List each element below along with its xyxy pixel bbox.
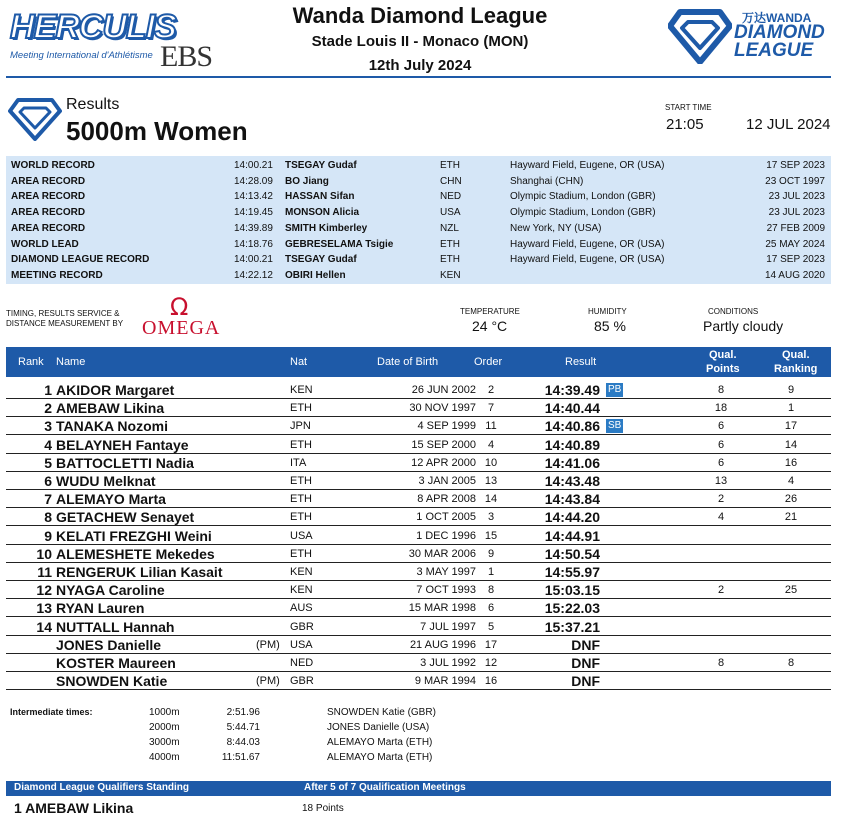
athlete-nation: GBR	[290, 675, 314, 688]
split-time: 11:51.67	[221, 752, 260, 763]
meeting-title-block	[250, 2, 590, 78]
humidity-value: 85 %	[594, 318, 626, 334]
qual-ranking: 21	[784, 511, 798, 524]
athlete-order: 11	[485, 420, 497, 433]
qual-ranking: 14	[784, 438, 798, 451]
table-row	[6, 654, 831, 672]
athlete-order: 14	[484, 493, 498, 506]
split-time: 8:44.03	[226, 737, 260, 748]
athlete-name: NUTTALL Hannah	[56, 618, 175, 635]
athlete-rank: 11	[37, 564, 52, 580]
athlete-result: 14:44.20	[544, 509, 600, 526]
athlete-name: AMEBAW Likina	[56, 400, 165, 417]
timing-credit-line2: DISTANCE MEASUREMENT BY	[6, 319, 124, 328]
record-time: 14:19.45	[234, 207, 273, 219]
split-leader: ALEMAYO Marta (ETH)	[327, 737, 433, 748]
record-date: 25 MAY 2024	[765, 238, 825, 250]
athlete-nation: JPN	[290, 420, 311, 433]
record-nation: ETH	[440, 254, 460, 266]
col-qual-points-header-1: Qual.	[709, 349, 737, 361]
athlete-dob: 7 JUL 1997	[420, 620, 476, 633]
record-holder: OBIRI Hellen	[285, 269, 346, 281]
qual-points: 8	[717, 384, 725, 396]
table-row	[6, 599, 831, 617]
table-row	[6, 563, 831, 581]
athlete-nation: ETH	[290, 475, 312, 487]
athlete-name: RYAN Lauren	[56, 600, 145, 617]
table-row	[6, 672, 831, 690]
col-rank-header: Rank	[18, 356, 44, 368]
col-order-header: Order	[474, 356, 503, 368]
qual-ranking: 9	[787, 384, 795, 396]
split-leader: JONES Danielle (USA)	[327, 722, 430, 733]
athlete-nation: ETH	[290, 402, 312, 415]
athlete-name: GETACHEW Senayet	[56, 509, 195, 526]
record-row	[6, 174, 831, 190]
table-row	[6, 581, 831, 599]
athlete-name: KELATI FREZGHI Weini	[56, 527, 212, 544]
wanda-logo-text: 万达WANDA	[742, 11, 812, 25]
qual-points: 13	[714, 475, 728, 487]
record-nation: NZL	[440, 222, 459, 234]
athlete-dob: 12 APR 2000	[411, 456, 476, 469]
athlete-nation: AUS	[290, 602, 313, 615]
athlete-result: 14:55.97	[544, 564, 600, 580]
athlete-order: 4	[487, 438, 495, 451]
athlete-rank: 14	[36, 618, 52, 635]
athlete-result: 15:03.15	[544, 582, 600, 599]
qual-ranking: 4	[787, 475, 795, 487]
record-type: WORLD RECORD	[11, 160, 95, 171]
table-row	[6, 636, 831, 654]
athlete-nation: ITA	[290, 456, 307, 469]
athlete-order: 8	[487, 584, 495, 597]
qual-points: 6	[717, 420, 725, 433]
page-header	[0, 0, 843, 78]
record-time: 14:18.76	[234, 238, 273, 250]
diamond-icon	[668, 8, 732, 64]
col-dob-header: Date of Birth	[377, 356, 439, 368]
athlete-rank: 12	[36, 582, 52, 599]
table-row	[6, 527, 831, 545]
qual-ranking: 17	[784, 420, 798, 433]
col-qual-points-header-2: Points	[706, 363, 740, 375]
split-time: 2:51.96	[226, 707, 260, 718]
athlete-result: 14:39.49	[544, 382, 600, 398]
record-nation: NED	[440, 191, 462, 203]
athlete-name: BELAYNEH Fantaye	[56, 436, 189, 453]
record-holder: TSEGAY Gudaf	[285, 160, 357, 171]
athlete-nation: GBR	[290, 620, 314, 633]
split-leader: SNOWDEN Katie (GBR)	[327, 707, 436, 718]
athlete-dob: 26 JUN 2002	[411, 384, 476, 396]
split-leader: ALEMAYO Marta (ETH)	[327, 752, 433, 763]
athlete-nation: ETH	[290, 493, 312, 506]
diamond-league-line1: DIAMOND	[734, 22, 825, 43]
meeting-title: Wanda Diamond League	[292, 3, 548, 28]
athlete-order: 2	[487, 384, 495, 396]
qual-points: 2	[717, 493, 725, 506]
athlete-result: DNF	[571, 673, 600, 690]
athlete-dob: 1 OCT 2005	[416, 511, 476, 524]
record-type: WORLD LEAD	[11, 238, 79, 250]
herculis-logo	[10, 8, 220, 73]
qual-ranking: 16	[784, 456, 798, 469]
record-nation: USA	[440, 207, 461, 219]
header-divider	[6, 76, 831, 78]
split-distance: 2000m	[149, 722, 180, 733]
athlete-order: 3	[487, 511, 495, 524]
athlete-rank: 7	[44, 491, 52, 508]
record-row	[6, 205, 831, 221]
record-type: MEETING RECORD	[11, 269, 103, 281]
athlete-order: 15	[484, 529, 498, 542]
record-time: 14:00.21	[234, 254, 273, 266]
qual-points: 18	[714, 402, 728, 415]
omega-logo	[140, 293, 230, 341]
record-holder: BO Jiang	[285, 175, 329, 187]
athlete-name: ALEMESHETE Mekedes	[56, 545, 215, 562]
ebs-logo-text: EBS	[160, 40, 213, 73]
split-distance: 1000m	[149, 707, 180, 718]
athlete-rank: 2	[44, 400, 52, 417]
col-name-header: Name	[56, 356, 86, 368]
pacemaker-tag: (PM)	[256, 638, 280, 651]
record-row	[6, 158, 831, 174]
athlete-dob: 9 MAR 1994	[414, 675, 476, 688]
record-venue: New York, NY (USA)	[510, 222, 602, 234]
athlete-order: 7	[487, 402, 495, 415]
record-type: AREA RECORD	[11, 222, 86, 234]
athlete-nation: USA	[290, 638, 313, 651]
meeting-date: 12th July 2024	[368, 57, 472, 74]
athlete-rank: 13	[36, 600, 52, 617]
table-row	[6, 618, 831, 636]
record-row	[6, 268, 831, 284]
record-type: DIAMOND LEAGUE RECORD	[11, 254, 150, 266]
athlete-nation: KEN	[290, 384, 313, 396]
athlete-name: JONES Danielle	[56, 636, 162, 653]
result-badge: PB	[608, 384, 622, 395]
timing-credit-line1: TIMING, RESULTS SERVICE &	[6, 309, 120, 318]
athlete-result: 14:40.89	[544, 436, 600, 453]
start-date: 12 JUL 2024	[746, 116, 831, 133]
humidity-label: HUMIDITY	[588, 307, 627, 316]
athlete-order: 10	[484, 456, 498, 469]
record-venue: Hayward Field, Eugene, OR (USA)	[510, 254, 665, 266]
timing-credit	[6, 309, 123, 329]
record-nation: ETH	[440, 160, 460, 171]
athlete-result: 14:40.44	[544, 400, 600, 417]
athlete-nation: KEN	[290, 566, 313, 578]
athlete-name: AKIDOR Margaret	[56, 382, 175, 398]
athlete-nation: ETH	[290, 547, 312, 560]
record-time: 14:00.21	[234, 160, 273, 171]
qual-points: 6	[717, 438, 725, 451]
athlete-name: WUDU Melknat	[56, 473, 156, 489]
athlete-name: TANAKA Nozomi	[56, 418, 168, 435]
athlete-order: 12	[484, 657, 498, 669]
record-holder: HASSAN Sifan	[285, 191, 355, 203]
temperature-label: TEMPERATURE	[460, 307, 520, 316]
athlete-dob: 3 JAN 2005	[418, 475, 476, 487]
qual-points: 6	[717, 456, 725, 469]
athlete-nation: KEN	[290, 584, 313, 597]
record-date: 17 SEP 2023	[766, 160, 825, 171]
record-holder: TSEGAY Gudaf	[285, 254, 357, 266]
diamond-league-logo-text	[734, 24, 825, 60]
table-row	[6, 436, 831, 454]
athlete-result: 14:43.84	[544, 491, 600, 508]
col-qual-ranking-header-1: Qual.	[782, 349, 810, 361]
athlete-rank: 4	[44, 436, 52, 453]
meeting-venue: Stade Louis II - Monaco (MON)	[311, 33, 529, 50]
athlete-nation: USA	[290, 529, 313, 542]
qual-points: 4	[717, 511, 725, 524]
athlete-result: 14:50.54	[544, 545, 600, 562]
qual-ranking: 8	[787, 657, 795, 669]
athlete-dob: 30 MAR 2006	[408, 547, 476, 560]
qual-points: 8	[717, 657, 725, 669]
athlete-result: DNF	[571, 636, 600, 653]
athlete-name: RENGERUK Lilian Kasait	[56, 564, 223, 580]
results-label: Results	[66, 96, 120, 113]
record-date: 23 JUL 2023	[768, 191, 825, 203]
athlete-result: 15:37.21	[544, 618, 600, 635]
athlete-name: BATTOCLETTI Nadia	[56, 454, 194, 471]
athlete-rank: 10	[36, 545, 52, 562]
qualifiers-title: Diamond League Qualifiers Standing	[14, 782, 190, 793]
athlete-dob: 21 AUG 1996	[409, 638, 476, 651]
record-date: 23 OCT 1997	[765, 175, 825, 187]
athlete-dob: 15 SEP 2000	[411, 438, 476, 451]
qualifiers-bar	[6, 781, 831, 796]
athlete-result: 14:40.86	[544, 418, 600, 435]
table-row	[6, 508, 831, 526]
col-nat-header: Nat	[290, 356, 308, 368]
temperature-value: 24 °C	[472, 318, 508, 334]
athlete-order: 6	[487, 602, 495, 615]
athlete-dob: 3 MAY 1997	[416, 566, 476, 578]
record-holder: SMITH Kimberley	[285, 222, 368, 234]
table-row	[6, 399, 831, 417]
record-row	[6, 189, 831, 205]
record-venue: Hayward Field, Eugene, OR (USA)	[510, 160, 665, 171]
athlete-dob: 8 APR 2008	[417, 493, 476, 506]
qualifier-first-points: 18 Points	[302, 803, 344, 814]
athlete-order: 5	[487, 620, 495, 633]
athlete-nation: NED	[290, 657, 314, 669]
record-type: AREA RECORD	[11, 207, 86, 219]
athlete-rank: 5	[44, 454, 52, 471]
athlete-result: 14:41.06	[544, 454, 600, 471]
record-venue: Hayward Field, Eugene, OR (USA)	[510, 238, 665, 250]
athlete-dob: 15 MAR 1998	[408, 602, 476, 615]
records-table	[6, 156, 831, 284]
conditions-value: Partly cloudy	[703, 318, 784, 334]
diamond-league-logo	[668, 6, 838, 66]
split-distance: 4000m	[149, 752, 180, 763]
record-row	[6, 237, 831, 253]
omega-symbol-icon: Ω	[170, 293, 189, 321]
omega-logo-text: OMEGA	[142, 317, 221, 339]
athlete-name: NYAGA Caroline	[56, 582, 165, 599]
athlete-result: 15:22.03	[544, 600, 600, 617]
athlete-dob: 7 OCT 1993	[416, 584, 476, 597]
athlete-order: 17	[484, 638, 498, 651]
record-row	[6, 252, 831, 268]
athlete-nation: ETH	[290, 511, 312, 524]
record-date: 27 FEB 2009	[766, 222, 825, 234]
athlete-rank: 8	[44, 509, 52, 526]
athlete-rank: 9	[44, 527, 52, 544]
athlete-rank: 6	[44, 473, 52, 489]
record-holder: MONSON Alicia	[285, 207, 360, 219]
record-venue: Olympic Stadium, London (GBR)	[510, 191, 656, 203]
table-row	[6, 417, 831, 435]
qualifier-first: 1 AMEBAW Likina	[14, 800, 134, 816]
start-time: 21:05	[666, 116, 704, 133]
athlete-result: DNF	[571, 655, 600, 671]
pacemaker-tag: (PM)	[256, 675, 280, 688]
results-table-header	[6, 347, 831, 377]
split-time: 5:44.71	[226, 722, 260, 733]
table-row	[6, 545, 831, 563]
conditions-label: CONDITIONS	[708, 307, 759, 316]
athlete-dob: 30 NOV 1997	[409, 402, 476, 415]
event-title: 5000m Women	[66, 116, 248, 146]
record-row	[6, 221, 831, 237]
qualifiers-subtitle: After 5 of 7 Qualification Meetings	[304, 782, 466, 793]
record-time: 14:28.09	[234, 175, 273, 187]
record-date: 23 JUL 2023	[768, 207, 825, 219]
record-nation: ETH	[440, 238, 460, 250]
table-row	[6, 472, 831, 490]
record-time: 14:39.89	[234, 222, 273, 234]
athlete-name: SNOWDEN Katie	[56, 673, 168, 690]
diamond-league-line2: LEAGUE	[734, 40, 814, 61]
athlete-result: 14:43.48	[544, 473, 600, 489]
athlete-dob: 4 SEP 1999	[417, 420, 476, 433]
record-type: AREA RECORD	[11, 191, 86, 203]
athlete-name: ALEMAYO Marta	[56, 491, 166, 508]
col-qual-ranking-header-2: Ranking	[774, 363, 818, 375]
qual-ranking: 26	[784, 493, 798, 506]
record-nation: KEN	[440, 269, 461, 281]
qual-ranking: 25	[784, 584, 798, 597]
record-nation: CHN	[440, 175, 462, 187]
athlete-order: 13	[484, 475, 498, 487]
athlete-order: 9	[487, 547, 495, 560]
start-time-label: START TIME	[665, 103, 712, 112]
athlete-result: 14:44.91	[544, 527, 600, 544]
table-row	[6, 381, 831, 399]
record-time: 14:22.12	[234, 269, 273, 281]
qual-points: 2	[717, 584, 725, 597]
record-type: AREA RECORD	[11, 175, 86, 187]
athlete-rank: 3	[44, 418, 52, 435]
athlete-rank: 1	[44, 382, 52, 398]
athlete-name: KOSTER Maureen	[56, 655, 176, 671]
record-venue: Olympic Stadium, London (GBR)	[510, 207, 656, 219]
record-holder: GEBRESELAMA Tsigie	[285, 238, 394, 250]
table-row	[6, 454, 831, 472]
athlete-dob: 1 DEC 1996	[416, 529, 476, 542]
athlete-order: 1	[487, 566, 495, 578]
athlete-nation: ETH	[290, 438, 312, 451]
result-badge: SB	[608, 420, 622, 432]
table-row	[6, 490, 831, 508]
record-venue: Shanghai (CHN)	[510, 175, 584, 187]
qual-ranking: 1	[787, 402, 795, 415]
results-diamond-icon	[8, 97, 62, 141]
split-distance: 3000m	[149, 737, 180, 748]
herculis-logo-subtitle: Meeting International d'Athlétisme	[10, 50, 153, 61]
athlete-order: 16	[484, 675, 498, 688]
herculis-logo-text: HERCULIS	[10, 8, 176, 46]
intermediate-times-title: Intermediate times:	[10, 707, 93, 717]
athlete-dob: 3 JUL 1992	[420, 657, 476, 669]
record-time: 14:13.42	[234, 191, 273, 203]
record-date: 17 SEP 2023	[766, 254, 825, 266]
col-result-header: Result	[565, 356, 597, 368]
record-date: 14 AUG 2020	[764, 269, 825, 281]
